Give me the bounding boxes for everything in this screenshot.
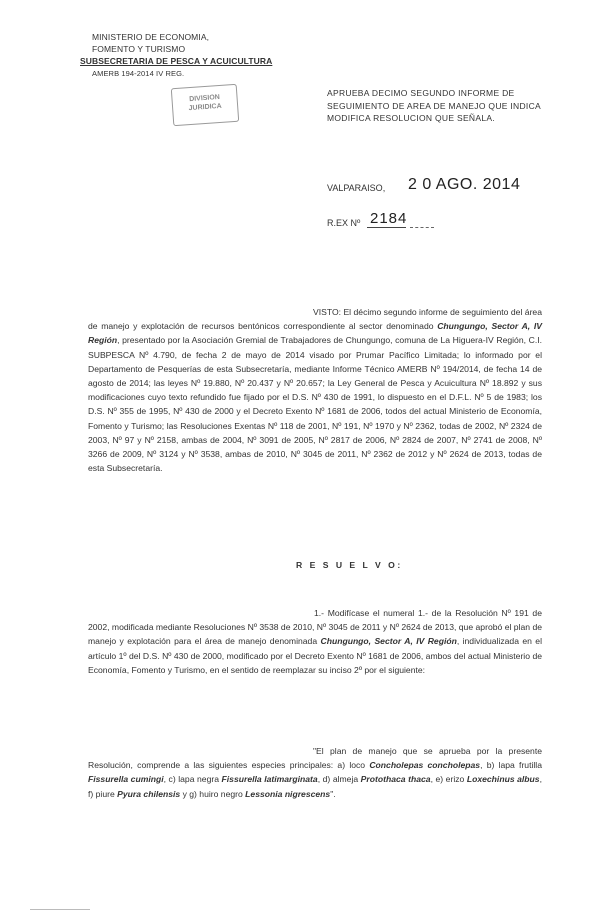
- species-5: Loxechinus albus: [466, 774, 540, 785]
- resolution-number: 2184: [370, 210, 408, 227]
- species-6: Pyura chilensis: [117, 788, 181, 799]
- resuelvo-heading: R E S U E L V O:: [296, 560, 403, 570]
- header-reference: AMERB 194-2014 IV REG.: [92, 69, 185, 78]
- resolution-dash-line: [410, 227, 434, 228]
- quoted-paragraph: [88, 744, 542, 801]
- species-2: Fissurella cumingi: [88, 774, 164, 785]
- stamp-line-2: JURIDICA: [188, 102, 222, 113]
- article-text-1: 1.- Modifícase el numeral 1.- de la Resolución Nº 191 de 2002, modificada mediante Resoluciones Nº 3538 de 2010, Nº 3045 de 2011 y Nº 2624 de 2013, que aprobó el plan de manejo y explotación para el área de manejo denominada: [88, 608, 542, 647]
- quote-text-2: , b) lapa frutilla: [480, 760, 542, 771]
- date-stamp: 2 0 AGO. 2014: [408, 176, 521, 193]
- resolution-article-1: [88, 606, 542, 677]
- stamp-line-1: DIVISION: [188, 93, 221, 104]
- species-7: Lessonia nigrescens: [245, 788, 331, 799]
- species-1: Concholepas concholepas: [369, 760, 481, 771]
- division-stamp: [171, 84, 239, 127]
- quote-text-8: ".: [330, 788, 336, 799]
- place-label: VALPARAISO,: [327, 183, 386, 193]
- quote-text-6: , f) piure: [88, 774, 542, 799]
- article-sector-name: Chungungo, Sector A, IV Región: [320, 636, 457, 647]
- quote-text-3: , c) lapa negra: [163, 774, 222, 785]
- quote-text-4: , d) almeja: [317, 774, 361, 785]
- header-ministry-2: FOMENTO Y TURISMO: [92, 44, 186, 54]
- header-ministry: MINISTERIO DE ECONOMIA,: [92, 32, 210, 42]
- document-subject: APRUEBA DECIMO SEGUNDO INFORME DE SEGUIMIENTO DE AREA DE MANEJO QUE INDICA MODIFICA RESOLUCION QUE SEÑALA.: [327, 88, 541, 123]
- quote-text-5: , e) erizo: [430, 774, 467, 785]
- visto-paragraph: [88, 305, 542, 475]
- resolution-underline: [367, 227, 406, 228]
- visto-text-2: , presentado por la Asociación Gremial de Trabajadores de Chungungo, comuna de La Higuera-IV Región, C.I. SUBPESCA Nº 4.790, de fecha 2 de mayo de 2014 visado por Prumar Pacífico Limitada; lo informado por el Departamento de Pesquerías de esta Subsecretaría, mediante Informe Técnico AMERB Nº 194/2014, de fecha 14 de agosto de 2014; las leyes Nº 19.880, Nº 20.437 y Nº 20.657; la Ley General de Pesca y Acuicultura Nº 18.892 y sus modificaciones cuyo texto refundido fue fijado por el D.S. Nº 430 de 1991, lo dispuesto en el D.F.L. Nº 5 de 1983; los D.S. Nº 355 de 1995, Nº 430 de 2000 y el Decreto Exento Nº 1681 de 2006, todos del actual Ministerio de Economía, Fomento y Turismo; las Resoluciones Exentas Nº 118 de 2001, Nº 191, Nº 1970 y Nº 2362, todas de 2002, Nº 2324 de 2003, Nº 97 y Nº 2158, ambas de 2004, Nº 3091 de 2005, Nº 2817 de 2006, Nº 2824 de 2007, Nº 2741 de 2008, Nº 3266 de 2009, Nº 3124 y Nº 3538, ambas de 2010, Nº 3045 de 2011, Nº 2362 de 2012 y Nº 2624 de 2013, todas de esta Subsecretaría.: [88, 335, 542, 474]
- species-3: Fissurella latimarginata: [221, 774, 318, 785]
- header-subsecretaria: SUBSECRETARIA DE PESCA Y ACUICULTURA: [80, 56, 273, 66]
- quote-text-7: y g) huiro negro: [180, 788, 246, 799]
- article-text-2: , individualizada en el artículo 1º del D.S. Nº 430 de 2000, modificado por el Decreto Exento Nº 1681 de 2006, ambos del actual Ministerio de Economía, Fomento y Turismo, en el sentido de reemplazar su inciso 2º por el siguiente:: [88, 636, 542, 675]
- visto-sector-name: Chungungo, Sector A, IV Región: [88, 321, 542, 346]
- visto-text-1: VISTO: El décimo segundo informe de seguimiento del área de manejo y explotación de recursos bentónicos correspondiente al sector denominado: [88, 307, 542, 332]
- footer-rule: [30, 909, 90, 910]
- quote-text-1: "El plan de manejo que se aprueba por la presente Resolución, comprende a las siguientes especies principales: a) loco: [88, 746, 542, 771]
- resolution-label: R.EX Nº: [327, 218, 361, 228]
- species-4: Protothaca thaca: [360, 774, 431, 785]
